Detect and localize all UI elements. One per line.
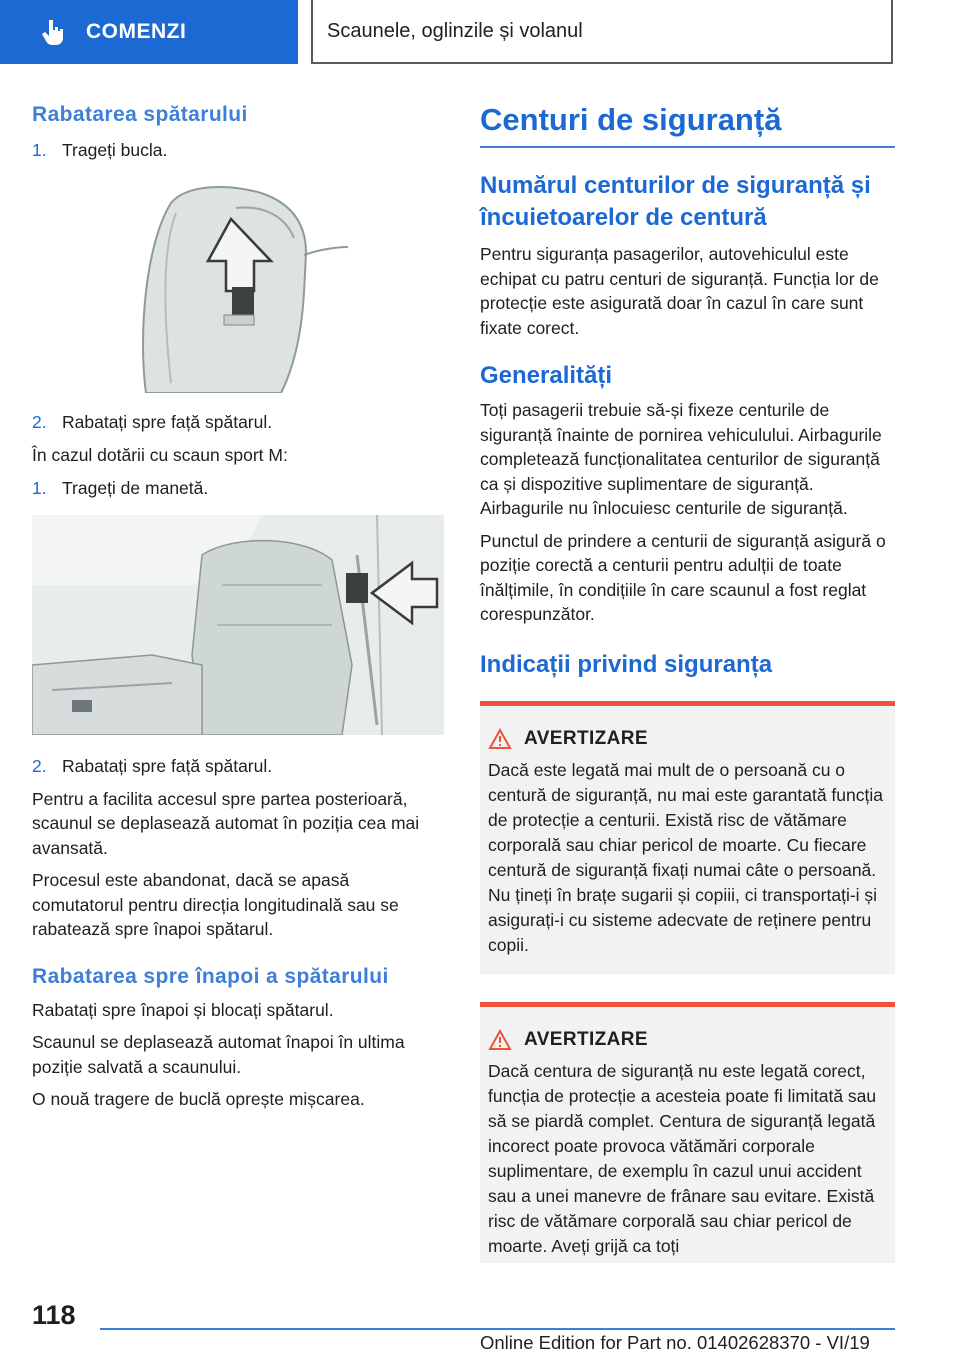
paragraph: Rabatați spre înapoi și blocați spătarul. (32, 999, 334, 1020)
section-tab[interactable] (0, 0, 298, 64)
step-number: 1. (32, 477, 47, 498)
paragraph: Punctul de prindere a centurii de siguranță asigură o poziție corectă a centurii pentru adulții de toate înălțimile, în condițiile în care scaunul a fost reglat corespunzător. (480, 530, 886, 624)
edition-label: Online Edition for Part no. 01402628370 - VI/19 (480, 1332, 870, 1353)
warning-box (480, 1002, 895, 1263)
page-number: 118 (32, 1300, 76, 1330)
hand-pointer-icon (38, 17, 68, 47)
warning-triangle-icon (488, 728, 512, 750)
warning-triangle-icon (488, 1029, 512, 1051)
warning-label: AVERTIZARE (524, 727, 648, 749)
paragraph: Scaunul se deplasează automat înapoi în ultima poziție salvată a scaunului. (32, 1032, 405, 1077)
sport-seat-intro: În cazul dotării cu scaun sport M: (32, 445, 288, 465)
paragraph: Pentru a facilita accesul spre partea posterioară, scaunul se deplasează automat în poziția cea mai avansată. (32, 788, 420, 858)
step-text: Rabatați spre față spătarul. (62, 755, 273, 776)
heading-belt-count: Numărul centurilor de siguranță și încuietoarelor de centură (480, 172, 871, 231)
heading-fold-back: Rabatarea spre înapoi a spătarului (32, 964, 389, 988)
step-text: Trageți de manetă. (62, 477, 209, 498)
warning-text: Dacă centura de siguranță nu este legată corect, funcția de protecție a acesteia poate fi limitată sau să se piardă complet. Centura de siguranță legată incorect poate provoca vătămări corporale suplimentare, de exemplu în cazul unui accident sau a unei manevre de frânare sau evitare. Există risc de vătămare corporală sau chiar pericol de moarte. Aveți grijă ca toți (488, 1060, 877, 1256)
section-title-block (480, 100, 895, 148)
step-item (32, 410, 444, 435)
warning-label: AVERTIZARE (524, 1028, 648, 1050)
paragraph: Procesul este abandonat, dacă se apasă comutatorul pentru direcția longitudinală sau se rabatează spre înapoi spătarul. (32, 870, 399, 939)
heading-safety-notes: Indicații privind siguranța (480, 650, 773, 678)
step-item (32, 476, 444, 501)
seat-loop-illustration (116, 183, 348, 393)
step-item (32, 138, 444, 163)
paragraph: Pentru siguranța pasagerilor, autovehiculul este echipat cu patru centuri de siguranță. Funcția lor de protecție este asigurată doar în cazul în care sunt fixate corect. (480, 244, 879, 338)
paragraph: O nouă tragere de buclă oprește mișcarea. (32, 1089, 365, 1109)
step-number: 1. (32, 140, 47, 160)
section-title: Centuri de siguranță (480, 102, 782, 137)
left-column (32, 100, 444, 1112)
step-item (32, 754, 444, 779)
step-text: Trageți bucla. (62, 140, 168, 160)
chapter-title: Scaunele, oglinzile și volanul (311, 0, 893, 64)
sport-seat-lever-illustration (32, 515, 444, 735)
warning-header (488, 1029, 885, 1051)
warning-header (488, 728, 885, 750)
step-text: Rabatați spre față spătarul. (62, 412, 273, 432)
right-column (480, 100, 895, 1263)
step-number: 2. (32, 755, 47, 776)
warning-text: Dacă este legată mai mult de o persoană cu o centură de siguranță, nu mai este garantată funcția de protecție a centurii. Există risc de vătămare corporală sau chiar pericol de moarte. Cu fiecare centură de siguranță fixați numai câte o persoană. Nu țineți în brațe sugarii și copiii, ci transportați-i și asigurați-i cu sisteme adecvate de reținere pentru copii. (488, 759, 883, 955)
section-tab-label: COMENZI (86, 20, 187, 43)
warning-box (480, 701, 895, 974)
heading-general: Generalități (480, 362, 613, 389)
heading-fold-backrest: Rabatarea spătarului (32, 103, 248, 126)
step-number: 2. (32, 412, 47, 432)
footer-divider (100, 1328, 895, 1330)
paragraph: Toți pasagerii trebuie să-și fixeze centurile de siguranță înainte de pornirea vehiculului. Airbagurile completează funcționalitatea centurilor de siguranță ca și dispozitive suplimentare de siguranță. Airbagurile nu înlocuiesc centurile de siguranță. (480, 400, 882, 518)
